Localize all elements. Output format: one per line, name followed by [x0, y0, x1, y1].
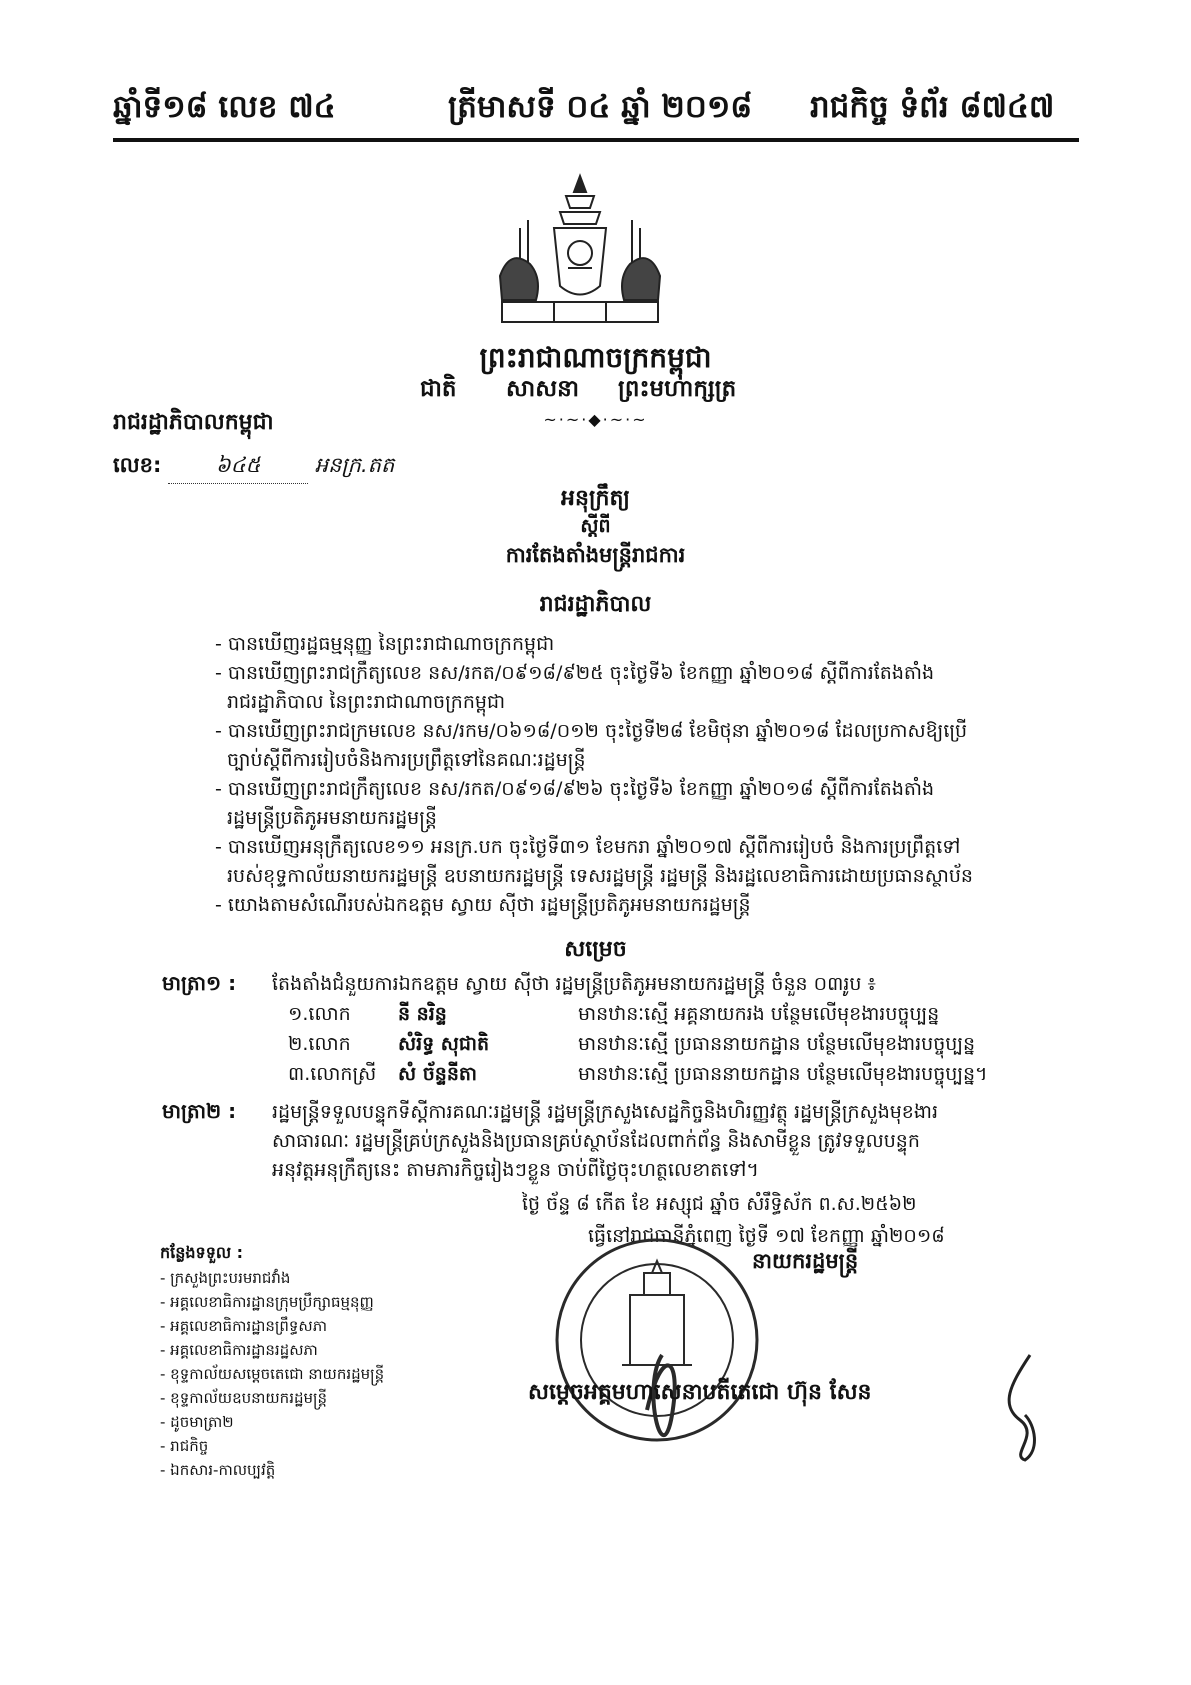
- motto-religion: សាសនា: [506, 376, 579, 402]
- article2-line: រដ្ឋមន្ត្រីទទួលបន្ទុកទីស្ដីការគណៈរដ្ឋមន្ត្រី រដ្ឋមន្ត្រីក្រសួងសេដ្ឋកិច្ចនិងហិរញ្ញវត្ថុ រដ្ឋមន្ត្រីក្រសួងមុខងារ: [272, 1101, 938, 1123]
- doc-about: ស្ដីពី: [580, 515, 611, 537]
- recipient-item: - អគ្គលេខាធិការដ្ឋានក្រុមប្រឹក្សាធម្មនុញ្ញ: [160, 1293, 374, 1311]
- recital: - បានឃើញព្រះរាជក្រមលេខ នស/រកម/០៦១៨/០១២ ចុះថ្ងៃទី២៨ ខែមិថុនា ឆ្នាំ២០១៨ ដែលប្រកាសឱ្យប្រើ: [215, 720, 968, 742]
- recipients-list: [160, 1266, 384, 1482]
- recital-cont: រដ្ឋមន្ត្រីប្រតិភូអមនាយករដ្ឋមន្ត្រី: [227, 807, 437, 829]
- appointee-prefix: ៣.លោកស្រី: [288, 1063, 377, 1085]
- recipient-item: - ខុទ្ទកាល័យឧបនាយករដ្ឋមន្ត្រី: [160, 1389, 327, 1407]
- appointee-name: សំរិទ្ធ សុជាតិ: [398, 1033, 490, 1055]
- kingdom-title: ព្រះរាជាណាចក្រកម្ពុជា: [479, 341, 712, 374]
- appointee-prefix: ១.លោក: [288, 1003, 351, 1025]
- recipient-item: - ឯកសារ-កាលប្បវត្តិ: [160, 1461, 276, 1479]
- recipient-item: - ដូចមាត្រា២: [160, 1413, 234, 1431]
- gazette-quarter: ត្រីមាសទី ០៤ ឆ្នាំ ២០១៨: [448, 89, 753, 125]
- appointee-prefix: ២.លោក: [288, 1033, 351, 1055]
- lunar-date: ថ្ងៃ ច័ន្ទ ៨ កើត ខែ អស្សុជ ឆ្នាំច សំរឹទ្ធិស័ក ព.ស.២៥៦២: [522, 1193, 917, 1215]
- number-label: លេខ:: [113, 453, 162, 477]
- recipient-item: - ក្រសួងព្រះបរមរាជវាំង: [160, 1269, 291, 1287]
- signatory-name: សម្ដេចអគ្គមហាសេនាបតីតេជោ ហ៊ុន សែន: [528, 1380, 872, 1405]
- recipient-item: - រាជកិច្ច: [160, 1437, 209, 1455]
- recital-cont: រាជរដ្ឋាភិបាល នៃព្រះរាជាណាចក្រកម្ពុជា: [227, 691, 506, 713]
- doc-subject: ការតែងតាំងមន្ត្រីរាជការ: [505, 543, 686, 567]
- document-number: [113, 452, 394, 484]
- royal-coat-of-arms-emblem: [480, 168, 680, 333]
- appointee-rank: មានឋានៈស្មើ ប្រធាននាយកដ្ឋាន បន្ថែមលើមុខងារបច្ចុប្បន្ន: [578, 1033, 976, 1055]
- article2-label: មាត្រា២ :: [162, 1099, 237, 1123]
- header-rule: [113, 138, 1079, 142]
- signatory-title: នាយករដ្ឋមន្ត្រី: [752, 1249, 859, 1273]
- handwritten-signature-icon: [990, 1345, 1060, 1465]
- appointee-rank: មានឋានៈស្មើ ប្រធាននាយកដ្ឋាន បន្ថែមលើមុខងារបច្ចុប្បន្ន។: [578, 1063, 988, 1085]
- solar-date: ធ្វើនៅរាជធានីភ្នំពេញ ថ្ងៃទី ១៧ ខែកញ្ញា ឆ្នាំ២០១៨: [588, 1225, 945, 1247]
- recital: - បានឃើញអនុក្រឹត្យលេខ១១ អនក្រ.បក ចុះថ្ងៃទី៣១ ខែមករា ឆ្នាំ២០១៧ ស្ដីពីការរៀបចំ និងការប្រព្រឹត្តទៅ: [215, 836, 961, 858]
- doc-authority: រាជរដ្ឋាភិបាល: [539, 592, 652, 617]
- gazette-page: រាជកិច្ច ទំព័រ ៨៧៤៧: [810, 89, 1055, 125]
- number-suffix: អនក្រ.តត: [314, 453, 395, 477]
- recipient-item: - អគ្គលេខាធិការដ្ឋានព្រឹទ្ធសភា: [160, 1317, 327, 1335]
- recital-cont: ច្បាប់ស្ដីពីការរៀបចំនិងការប្រព្រឹត្តទៅនៃគណៈរដ្ឋមន្ត្រី: [227, 749, 586, 771]
- recitals: [215, 630, 1075, 920]
- article1-label: មាត្រា១ :: [162, 971, 237, 995]
- gazette-issue: ឆ្នាំទី១៨ លេខ ៧៤: [113, 89, 336, 125]
- article2-line: អនុវត្តអនុក្រឹត្យនេះ តាមភារកិច្ចរៀងៗខ្លួន ចាប់ពីថ្ងៃចុះហត្ថលេខាតទៅ។: [272, 1159, 759, 1181]
- recital: - បានឃើញព្រះរាជក្រឹត្យលេខ នស/រកត/០៩១៨/៩២៥ ចុះថ្ងៃទី៦ ខែកញ្ញា ឆ្នាំ២០១៨ ស្ដីពីការតែងតាំង: [215, 662, 935, 684]
- recital: - បានឃើញរដ្ឋធម្មនុញ្ញ នៃព្រះរាជាណាចក្រកម្ពុជា: [215, 633, 555, 655]
- prime-minister-seal-icon: [552, 1235, 762, 1445]
- article1-text: តែងតាំងជំនួយការឯកឧត្ដម ស្វាយ ស៊ីថា រដ្ឋមន្ត្រីប្រតិភូអមនាយករដ្ឋមន្ត្រី ចំនួន ០៣រូប ៖: [272, 973, 876, 995]
- issuer-name: រាជរដ្ឋាភិបាលកម្ពុជា: [113, 410, 274, 435]
- appointee-name: សំ ច័ន្ទនីតា: [398, 1063, 477, 1085]
- decision-title: សម្រេច: [564, 937, 627, 962]
- ornament-divider: ~·~·◆·~·~: [543, 410, 648, 429]
- recital-cont: របស់ខុទ្ទកាល័យនាយករដ្ឋមន្ត្រី ឧបនាយករដ្ឋមន្ត្រី ទេសរដ្ឋមន្ត្រី រដ្ឋមន្ត្រី និងរដ្ឋលេខាធិការដោយប្រធានស្ថាប័ន: [227, 865, 973, 887]
- doc-type: អនុក្រឹត្យ: [561, 486, 630, 511]
- appointee-name: នី នរិន្ទ: [398, 1003, 447, 1025]
- recital: - យោងតាមសំណើរបស់ឯកឧត្ដម ស្វាយ ស៊ីថា រដ្ឋមន្ត្រីប្រតិភូអមនាយករដ្ឋមន្ត្រី: [215, 894, 751, 916]
- recital: - បានឃើញព្រះរាជក្រឹត្យលេខ នស/រកត/០៩១៨/៩២៦ ចុះថ្ងៃទី៦ ខែកញ្ញា ឆ្នាំ២០១៨ ស្ដីពីការតែងតាំង: [215, 778, 935, 800]
- recipients-title: កន្លែងទទួល :: [160, 1243, 244, 1262]
- appointee-rank: មានឋានៈស្មើ អគ្គនាយករង បន្ថែមលើមុខងារបច្ចុប្បន្ន: [578, 1003, 940, 1025]
- number-value: ៦៤៥: [168, 452, 308, 484]
- article2-line: សាធារណៈ រដ្ឋមន្ត្រីគ្រប់ក្រសួងនិងប្រធានគ្រប់ស្ថាប័នដែលពាក់ព័ន្ធ និងសាមីខ្លួន ត្រូវទទួលបន្ទុក: [272, 1130, 920, 1152]
- article2-body: [272, 1098, 938, 1185]
- motto-nation: ជាតិ: [420, 376, 457, 402]
- motto-king: ព្រះមហាក្សត្រ: [618, 376, 737, 402]
- recipient-item: - អគ្គលេខាធិការដ្ឋានរដ្ឋសភា: [160, 1341, 318, 1359]
- recipient-item: - ខុទ្ទកាល័យសម្ដេចតេជោ នាយករដ្ឋមន្ត្រី: [160, 1365, 385, 1383]
